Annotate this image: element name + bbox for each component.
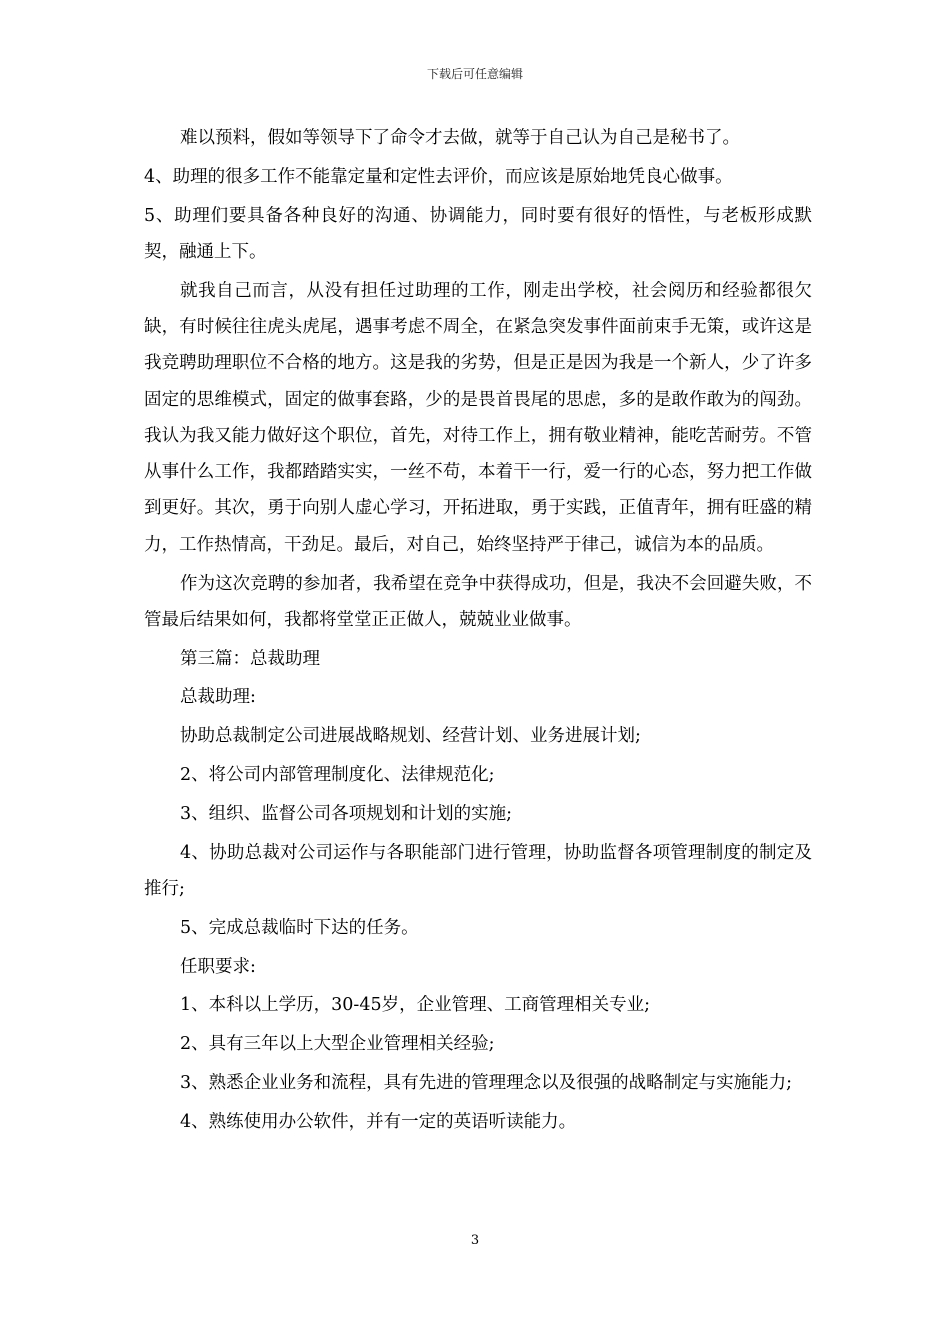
list-item: 4、协助总裁对公司运作与各职能部门进行管理，协助监督各项管理制度的制定及推行; <box>144 842 812 899</box>
subheading: 总裁助理: <box>180 687 256 708</box>
list-item: 1、本科以上学历，30-45岁，企业管理、工商管理相关专业; <box>180 995 650 1016</box>
document-body <box>144 120 812 1143</box>
list-item: 3、熟悉企业业务和流程，具有先进的管理理念以及很强的战略制定与实施能力; <box>180 1072 793 1093</box>
subheading: 任职要求: <box>180 956 256 977</box>
paragraph: 4、助理的很多工作不能靠定量和定性去评价，而应该是原始地凭良心做事。 <box>144 166 733 187</box>
list-item: 协助总裁制定公司进展战略规划、经营计划、业务进展计划; <box>180 726 641 747</box>
paragraph: 难以预料，假如等领导下了命令才去做，就等于自己认为自己是秘书了。 <box>180 128 740 148</box>
list-item: 3、组织、监督公司各项规划和计划的实施; <box>180 803 513 824</box>
section-heading: 第三篇：总裁助理 <box>180 648 320 669</box>
list-item: 2、具有三年以上大型企业管理相关经验; <box>180 1034 495 1055</box>
paragraph: 5、助理们要具备各种良好的沟通、协调能力，同时要有很好的悟性，与老板形成默契，融通上下。 <box>144 205 812 262</box>
page-number: 3 <box>470 1233 480 1248</box>
paragraph: 就我自己而言，从没有担任过助理的工作，刚走出学校，社会阅历和经验都很欠缺，有时候往往虎头虎尾，遇事考虑不周全，在紧急突发事件面前束手无策，或许这是我竞聘助理职位不合格的地方。这是我的劣势，但是正是因为我是一个新人，少了许多固定的思维模式，固定的做事套路，少的是畏首畏尾的思虑，多的是敢作敢为的闯劲。我认为我又能力做好这个职位，首先，对待工作上，拥有敬业精神，能吃苦耐劳。不管从事什么工作，我都踏踏实实，一丝不苟，本着干一行，爱一行的心态，努力把工作做到更好。其次，勇于向别人虚心学习，开拓进取，勇于实践，正值青年，拥有旺盛的精力，工作热情高，干劲足。最后，对自己，始终坚持严于律己，诚信为本的品质。 <box>144 280 812 555</box>
list-item: 4、熟练使用办公软件，并有一定的英语听读能力。 <box>180 1111 577 1132</box>
page-header: 下载后可任意编辑 <box>426 67 523 81</box>
list-item: 5、完成总裁临时下达的任务。 <box>180 917 419 938</box>
list-item: 2、将公司内部管理制度化、法律规范化; <box>180 765 495 786</box>
paragraph: 作为这次竞聘的参加者，我希望在竞争中获得成功，但是，我决不会回避失败，不管最后结果如何，我都将堂堂正正做人，兢兢业业做事。 <box>144 573 812 630</box>
